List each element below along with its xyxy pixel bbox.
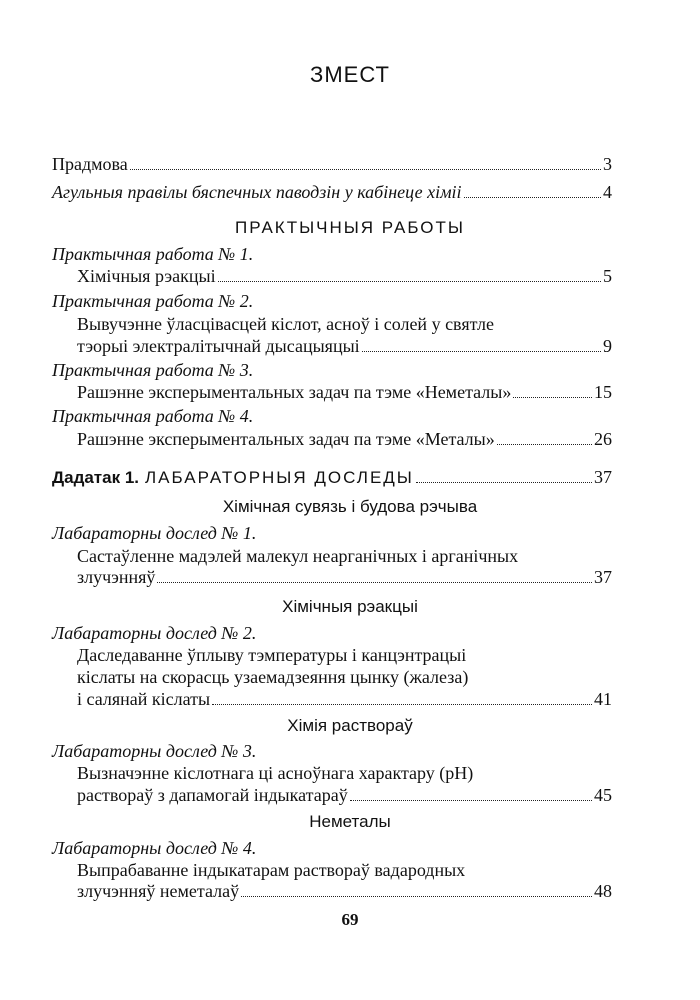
dot-leader: [513, 397, 592, 398]
lab-title: Лабараторны дослед № 1.: [52, 523, 257, 543]
toc-page-number: 3: [603, 154, 612, 174]
lab-text: Выпрабаванне індыкатарам раствораў вадародных: [77, 860, 466, 880]
dot-leader: [464, 197, 601, 198]
toc-page-number: 48: [594, 881, 612, 901]
practical-entry: [77, 428, 612, 450]
toc-page-number: 15: [594, 382, 612, 402]
lab-text: Вызначэнне кіслотнага ці асноўнага характару (pH): [77, 763, 474, 783]
toc-entry-text: Агульныя правілы бяспечных паводзін у кабінеце хіміі: [52, 182, 462, 202]
practical-title: Практычная работа № 2.: [52, 291, 254, 311]
appendix-entry: [52, 466, 612, 489]
dot-leader: [497, 444, 592, 445]
toc-page-number: 5: [603, 266, 612, 286]
lab-title: Лабараторны дослед № 4.: [52, 838, 257, 858]
lab-entry: [77, 880, 612, 902]
dot-leader: [130, 169, 601, 170]
dot-leader: [212, 704, 592, 705]
toc-entry-preface: [52, 153, 612, 175]
dot-leader: [362, 351, 601, 352]
practical-entry: [77, 335, 612, 357]
dot-leader: [416, 482, 592, 483]
toc-entry-safety-rules: [52, 181, 612, 203]
dot-leader: [157, 582, 592, 583]
subsection-heading: Неметалы: [309, 812, 391, 831]
lab-text: злучэнняў неметалаў: [77, 881, 240, 901]
lab-title: Лабараторны дослед № 2.: [52, 623, 257, 643]
dot-leader: [350, 800, 592, 801]
practical-text: Рашэнне эксперыментальных задач па тэме «Неметалы»: [77, 382, 512, 402]
lab-entry: [77, 784, 612, 806]
lab-text: раствораў з дапамогай індыкатараў: [77, 785, 348, 805]
appendix-label: Дадатак 1.: [52, 468, 140, 487]
toc-page-number: 4: [603, 182, 612, 202]
dot-leader: [218, 281, 601, 282]
lab-text: злучэнняў: [77, 567, 156, 587]
lab-text: Састаўленне мадэлей малекул неарганічных і арганічных: [77, 546, 519, 566]
subsection-heading: Хімічныя рэакцыі: [282, 597, 418, 616]
lab-entry: [77, 566, 612, 588]
lab-title: Лабараторны дослед № 3.: [52, 741, 257, 761]
toc-page-number: 9: [603, 336, 612, 356]
toc-page-number: 37: [594, 567, 612, 587]
toc-entry-text: Прадмова: [52, 154, 128, 174]
practical-title: Практычная работа № 1.: [52, 244, 254, 264]
appendix-title: ЛАБАРАТОРНЫЯ ДОСЛЕДЫ: [145, 468, 414, 487]
toc-page-number: 37: [594, 467, 612, 487]
practical-title: Практычная работа № 4.: [52, 406, 254, 426]
lab-text: кіслаты на скорасць узаемадзеяння цынку (жалеза): [77, 667, 469, 687]
practical-text: Хімічныя рэакцыі: [77, 266, 216, 286]
dot-leader: [241, 896, 592, 897]
practical-title: Практычная работа № 3.: [52, 360, 254, 380]
toc-page-number: 41: [594, 689, 612, 709]
page-number: 69: [341, 910, 359, 929]
page-title: ЗМЕСТ: [310, 62, 390, 87]
practical-entry: [77, 381, 612, 403]
practical-entry: [77, 265, 612, 287]
lab-entry: [77, 688, 612, 710]
practical-text: Вывучэнне ўласцівасцей кіслот, асноў і солей у святле: [77, 314, 494, 334]
practical-text: тэорыі электралітычнай дысацыяцыі: [77, 336, 360, 356]
toc-page-number: 26: [594, 429, 612, 449]
section-heading-practicals: ПРАКТЫЧНЫЯ РАБОТЫ: [235, 218, 465, 237]
practical-text: Рашэнне эксперыментальных задач па тэме «Металы»: [77, 429, 495, 449]
lab-text: і салянай кіслаты: [77, 689, 211, 709]
toc-page-number: 45: [594, 785, 612, 805]
lab-text: Даследаванне ўплыву тэмпературы і канцэнтрацыі: [77, 645, 467, 665]
subsection-heading: Хімічная сувязь і будова рэчыва: [222, 497, 478, 516]
subsection-heading: Хімія раствораў: [287, 716, 413, 735]
